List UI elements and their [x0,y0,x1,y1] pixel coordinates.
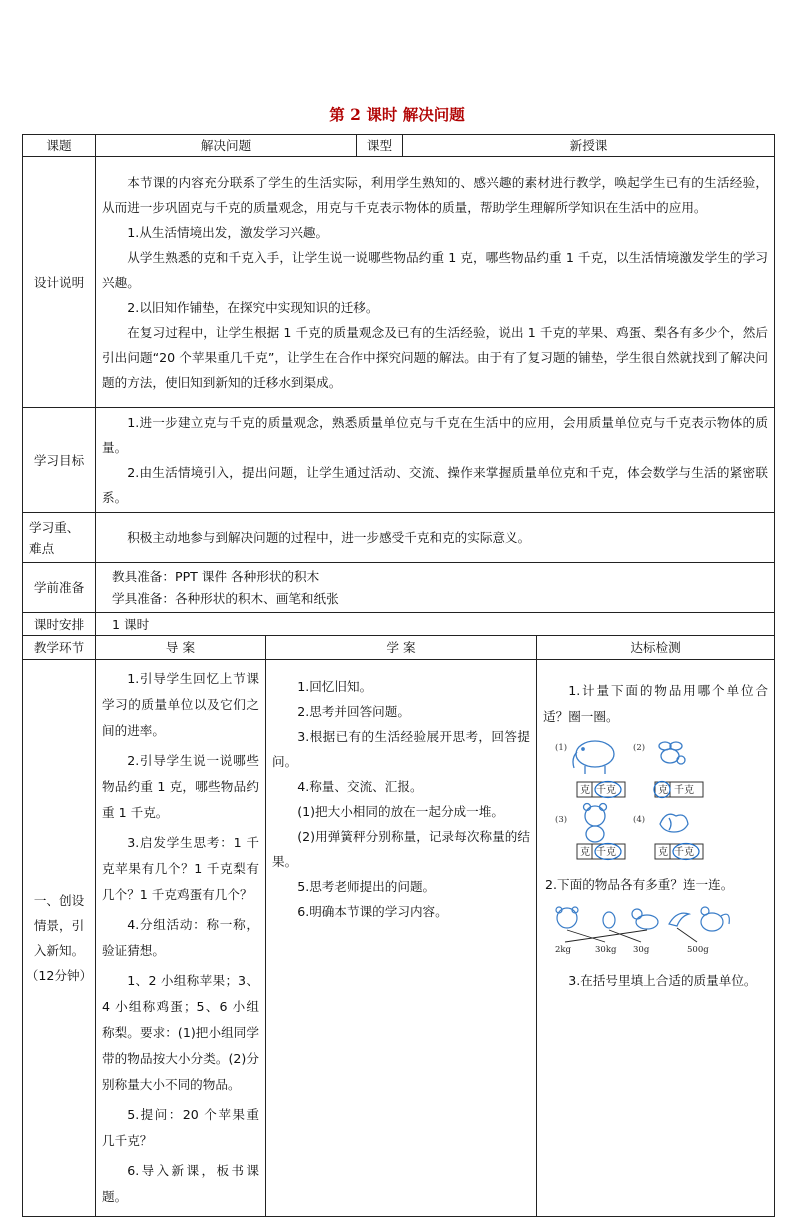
design-row [23,157,775,408]
kilogram-label: 千克 [674,785,694,796]
design-paragraph: 本节课的内容充分联系了学生的生活实际，利用学生熟知的、感兴趣的素材进行教学，唤起学生已有的生活经验，从而进一步巩固克与千克的质量观念，用克与千克表示物体的质量，帮助学生理解所学知识在生活中的应用。 [102,174,768,215]
page-title: 第 2 课时 解决问题 [329,105,465,124]
student-prep: 学具准备：各种形状的积木、画笔和纸张 [112,590,339,606]
key-points-row [23,513,775,563]
item-number: (1) [555,743,568,753]
phase-cell [23,660,96,1217]
key-points-label [23,513,96,563]
dog-icon [632,909,658,929]
study-item: 3.根据已有的生活经验展开思考，回答提问。 [272,729,530,769]
bear-icon [584,804,607,843]
egg-icon [603,912,615,928]
study-item: 1.回忆旧知。 [297,679,373,694]
gram-label: 克 [580,847,590,858]
guide-cell [96,660,266,1217]
design-paragraph: 从学生熟悉的克和千克入手，让学生说一说哪些物品约重 1 克，哪些物品约重 1 千克，以生活情境激发学生的学习兴趣。 [102,249,768,290]
item-number: (2) [633,743,646,753]
study-item: 2.思考并回答问题。 [297,704,410,719]
gram-label: 克 [658,785,668,796]
topic-row [23,135,775,157]
goals-label: 学习目标 [23,408,96,513]
check-question-2: 2.下面的物品各有多重？连一连。 [545,877,734,892]
lesson-type-value: 新授课 [403,135,775,157]
check-question-3: 3.在括号里填上合适的质量单位。 [568,973,757,988]
study-header: 学 案 [266,636,537,660]
study-item: 5.思考老师提出的问题。 [297,879,436,894]
check-cell [537,660,775,1217]
phase-line: （12分钟） [25,968,93,983]
panda-icon [556,907,578,928]
preparation-text [96,563,775,613]
guide-item: 1、2 小组称苹果；3、4 小组称鸡蛋；5、6 小组称梨。要求：(1)把小组同学带的物品按大小分类。(2)分别称量大小不同的物品。 [102,973,259,1092]
matching-lines [565,928,697,942]
weight-label: 2kg [555,945,571,955]
rooster-icon [701,907,729,931]
study-cell [266,660,537,1217]
activity-row [23,660,775,1217]
design-paragraph: 2.以旧知作铺垫，在探究中实现知识的迁移。 [127,299,379,315]
phase-header: 教学环节 [23,636,96,660]
teacher-prep: 教具准备：PPT 课件 各种形状的积木 [112,568,320,584]
kilogram-label: 千克 [596,847,616,858]
weight-label: 30g [633,945,650,955]
topic-value: 解决问题 [96,135,357,157]
unit-box-1[interactable] [577,782,625,798]
cabbage-icon [660,814,688,832]
item-number: (3) [555,815,568,825]
schedule-label: 课时安排 [23,613,96,636]
bee-icon [659,742,685,764]
phase-line: 情景，引 [33,918,85,933]
unit-choice-figure [555,736,715,862]
gram-label: 克 [658,847,668,858]
study-item: (2)用弹簧秤分别称量，记录每次称量的结果。 [272,829,530,869]
key-points-label-line: 学习重、 [29,519,80,535]
lesson-plan-table [22,134,775,1217]
topic-label: 课题 [23,135,96,157]
kilogram-label: 千克 [674,847,694,858]
guide-item: 3.启发学生思考：1 千克苹果有几个？1 千克梨有几个？1 千克鸡蛋有几个？ [102,835,259,902]
design-label: 设计说明 [23,157,96,408]
check-question-1: 1.计量下面的物品用哪个单位合适？圈一圈。 [543,683,768,724]
weight-matching-figure [547,904,737,958]
banana-icon [669,913,689,926]
key-points-label-line: 难点 [29,540,55,556]
weight-label: 500g [687,945,709,955]
design-text [96,157,775,408]
unit-box-3[interactable] [577,844,625,860]
item-number: (4) [633,815,646,825]
goals-text [96,408,775,513]
preparation-label: 学前准备 [23,563,96,613]
unit-box-2[interactable] [654,782,703,798]
check-header: 达标检测 [537,636,775,660]
study-item: (1)把大小相同的放在一起分成一堆。 [297,804,504,819]
guide-item: 4.分组活动：称一称，验证猜想。 [102,917,259,958]
guide-item: 2.引导学生说一说哪些物品约重 1 克，哪些物品约重 1 千克。 [102,753,259,820]
goal-paragraph: 1.进一步建立克与千克的质量观念，熟悉质量单位克与千克在生活中的应用，会用质量单位克与千克表示物体的质量。 [102,415,768,455]
schedule-row [23,613,775,636]
preparation-row [23,563,775,613]
weight-label: 30kg [595,945,617,955]
gram-label: 克 [580,785,590,796]
header-row [23,636,775,660]
study-item: 4.称量、交流、汇报。 [297,779,423,794]
design-paragraph: 在复习过程中，让学生根据 1 千克的质量观念及已有的生活经验，说出 1 千克的苹果、鸡蛋、梨各有多少个，然后引出问题“20 个苹果重几千克”，让学生在合作中探究问题的解法。由于有了复习题的铺垫，学生很自然就找到了解决问题的方法，使旧知到新知的迁移水到渠成。 [102,324,768,390]
key-points-paragraph: 积极主动地参与到解决问题的过程中，进一步感受千克和克的实际意义。 [127,530,531,545]
study-item: 6.明确本节课的学习内容。 [297,904,448,919]
key-points-text [96,513,775,563]
guide-header: 导 案 [96,636,266,660]
schedule-value: 1 课时 [96,613,775,636]
lesson-type-label: 课型 [357,135,403,157]
elephant-icon [573,741,614,774]
guide-item: 1.引导学生回忆上节课学习的质量单位以及它们之间的进率。 [102,671,259,738]
unit-box-4[interactable] [655,844,703,860]
design-paragraph: 1.从生活情境出发，激发学习兴趣。 [127,224,329,240]
guide-item: 5.提问：20 个苹果重几千克？ [102,1107,259,1148]
goal-paragraph: 2.由生活情境引入，提出问题，让学生通过活动、交流、操作来掌握质量单位克和千克，体会数学与生活的紧密联系。 [102,465,768,505]
phase-line: 入新知。 [33,943,85,958]
goals-row [23,408,775,513]
guide-item: 6.导入新课，板书课题。 [102,1163,259,1204]
kilogram-label: 千克 [596,785,616,796]
phase-line: 一、创设 [33,893,85,908]
